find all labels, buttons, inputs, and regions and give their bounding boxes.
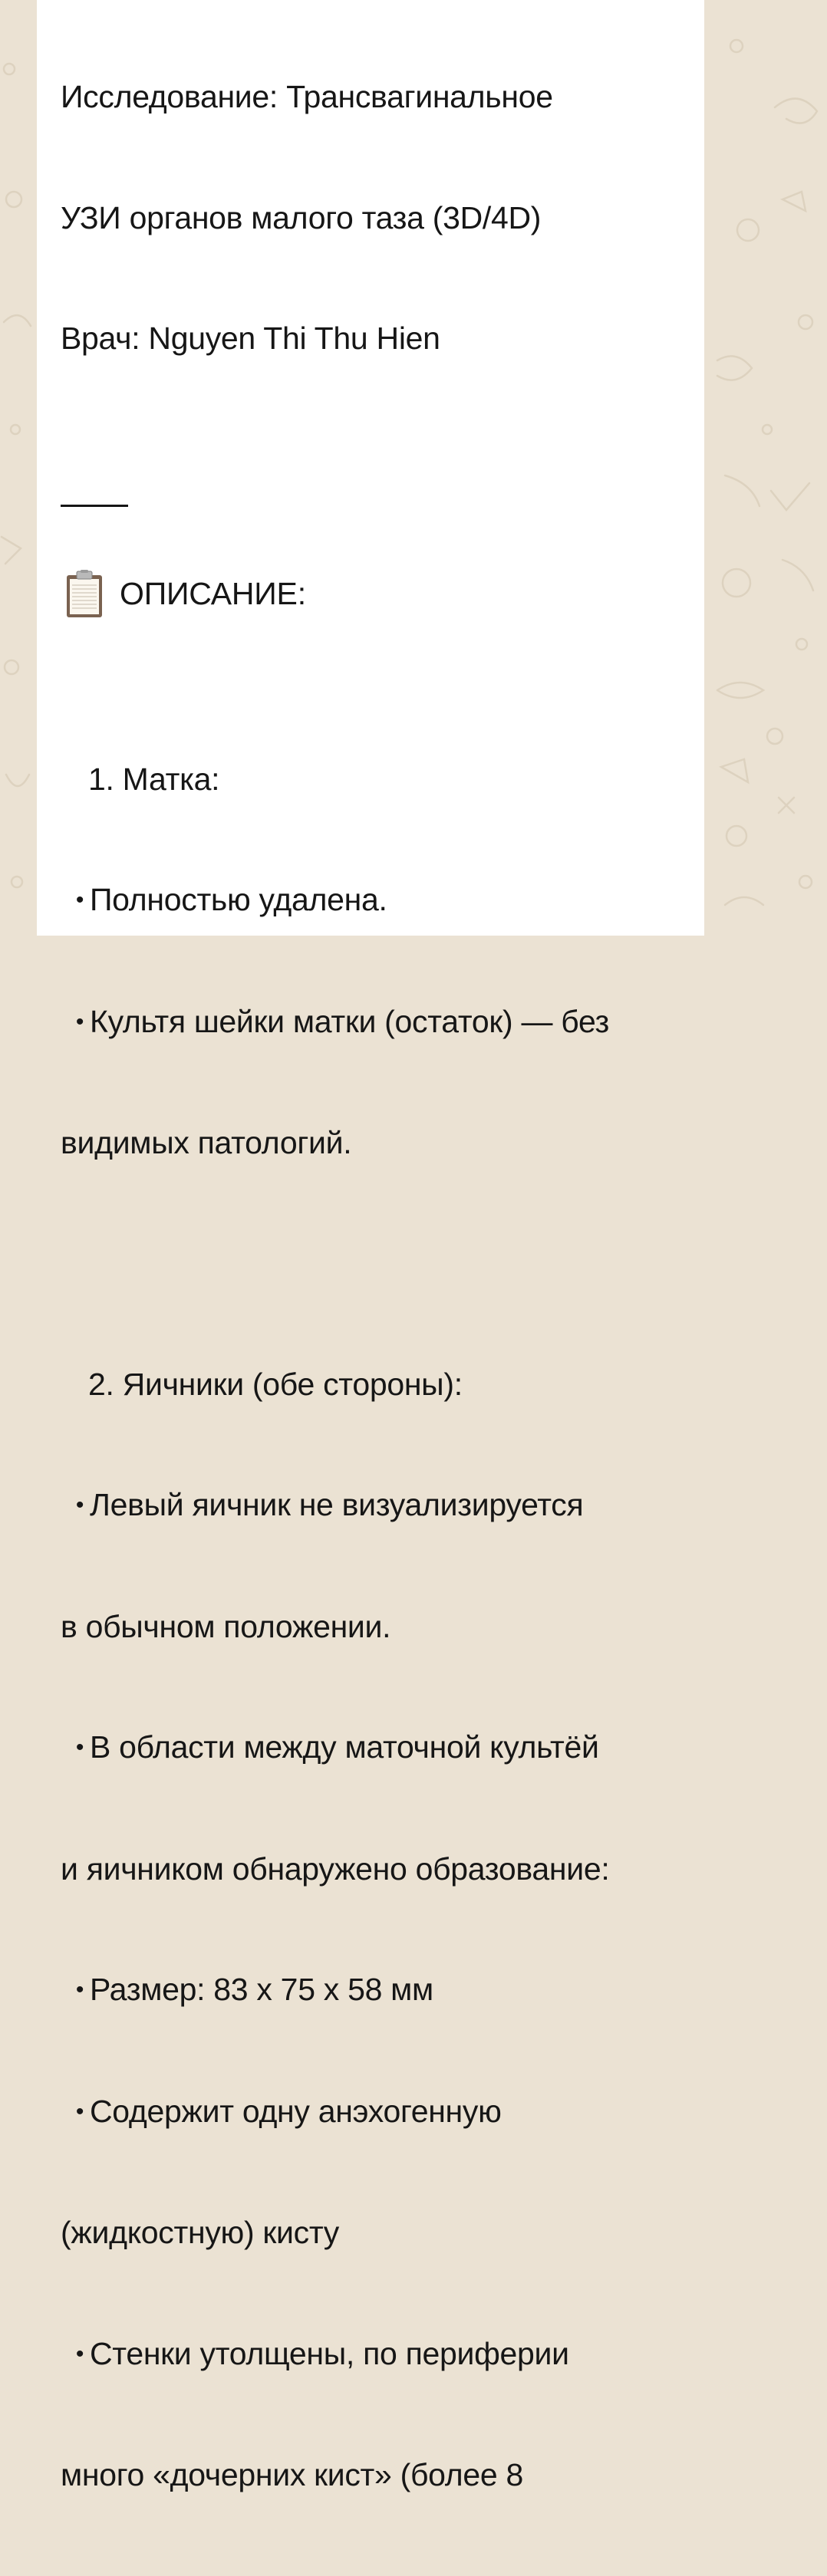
list-item-text: Культя шейки матки (остаток) — без (90, 1003, 610, 1039)
list-item (61, 2334, 681, 2375)
list-item (61, 880, 681, 921)
list-item (61, 1969, 681, 2011)
list-item-text: В области между маточной культёй (90, 1729, 599, 1765)
bullet-icon: • (75, 1977, 84, 2002)
message-bubble[interactable] (37, 0, 704, 2492)
bullet-icon: • (75, 1492, 84, 1518)
list-item-continued: в обычном положении. (61, 1608, 391, 1644)
list-heading: 2. Яичники (обе стороны): (88, 1366, 463, 1402)
list-item (61, 1002, 681, 1043)
list-item (61, 1485, 681, 1526)
bullet-icon: • (75, 1735, 84, 1760)
list-item-continued: (жидкостную) кисту (61, 2215, 339, 2250)
list-item-text: Стенки утолщены, по периферии (90, 2335, 569, 2371)
bullet-icon: • (75, 2341, 84, 2367)
list-item-text: Левый яичник не визуализируется (90, 1487, 584, 1522)
bullet-icon: • (75, 2098, 84, 2124)
study-line-continued: УЗИ органов малого таза (3D/4D) (61, 199, 542, 235)
bullet-icon: • (75, 1008, 84, 1035)
clipboard-icon (64, 570, 104, 619)
list-item (61, 2091, 681, 2133)
list-item-continued: много «дочерних кист» (более 8 (61, 2457, 523, 2492)
list-heading: 1. Матка: (88, 761, 220, 797)
section-title-label: ОПИСАНИЕ: (120, 576, 306, 612)
list-item (61, 1727, 681, 1768)
section-title (61, 570, 681, 619)
list-section-ovaries (61, 1284, 681, 2576)
list-item-text: Полностью удалена. (90, 882, 387, 917)
list-item-continued: и яичником обнаружено образование: (61, 1851, 610, 1887)
list-section-uterus (61, 679, 681, 1244)
list-item-text: Содержит одну анэхогенную (90, 2093, 502, 2129)
separator-line (61, 505, 128, 507)
bullet-icon: • (75, 887, 84, 913)
list-item-text: Размер: 83 x 75 x 58 мм (90, 1972, 433, 2007)
study-line: Исследование: Трансвагинальное (61, 79, 553, 114)
doctor-line: Врач: Nguyen Thi Thu Hien (61, 321, 440, 356)
list-item-continued: видимых патологий. (61, 1125, 352, 1160)
message-header (61, 0, 681, 439)
